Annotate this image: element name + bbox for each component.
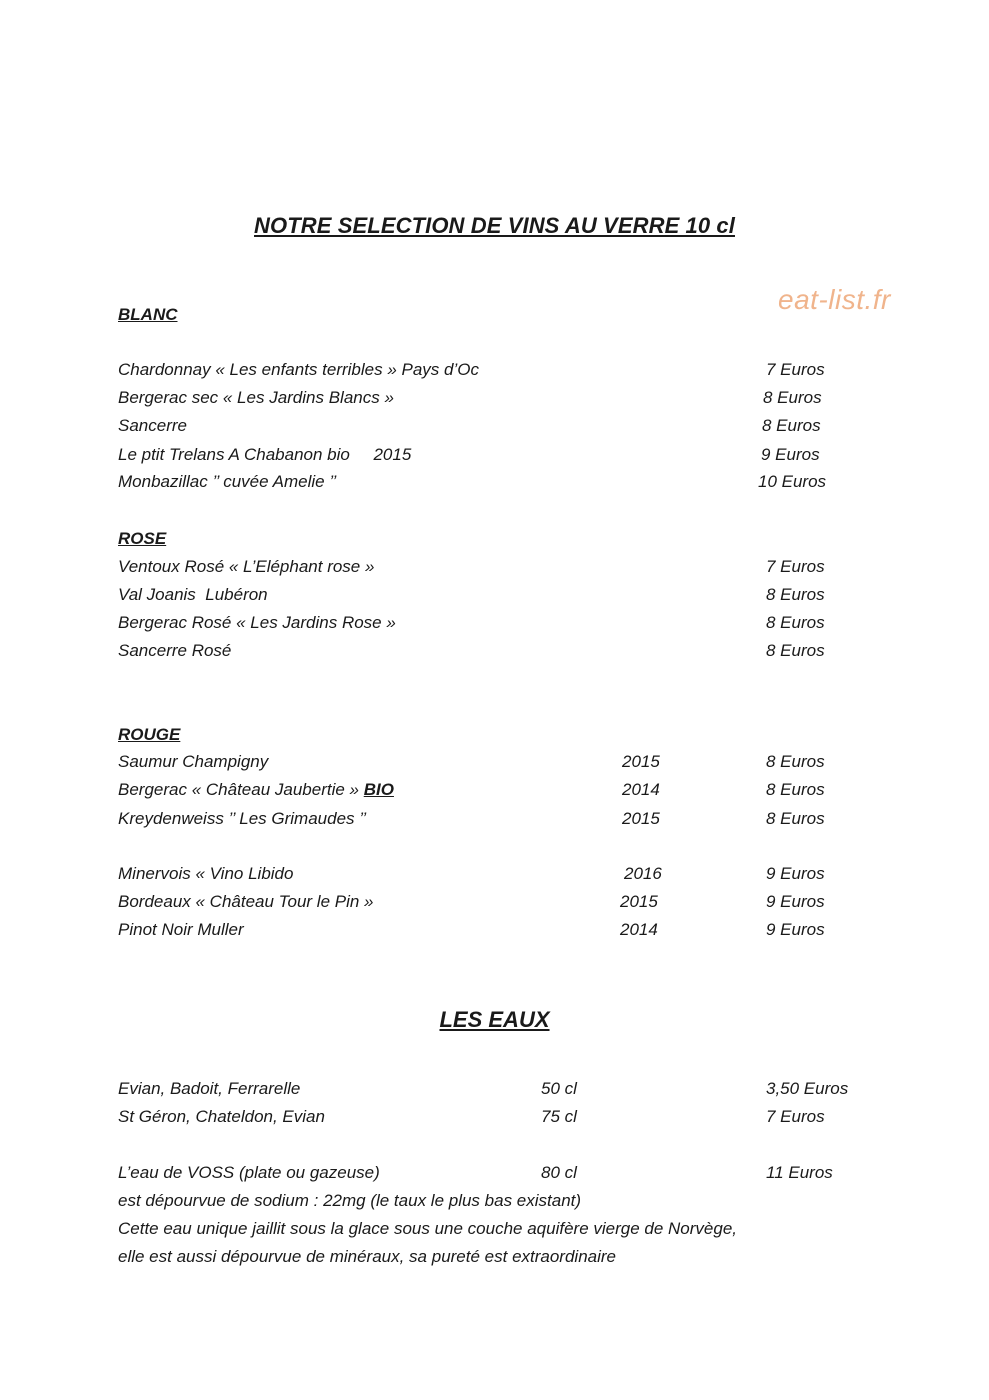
wine-name: Bergerac sec « Les Jardins Blancs »	[118, 388, 394, 407]
section-heading-rouge: ROUGE	[118, 725, 181, 744]
wine-row	[0, 445, 989, 469]
wine-price: 9 Euros	[766, 920, 825, 939]
wine-price: 7 Euros	[766, 360, 825, 379]
wine-row	[0, 613, 989, 637]
water-row	[0, 1079, 989, 1103]
wine-year: 2014	[620, 920, 658, 939]
wine-row	[0, 388, 989, 412]
wine-name: Chardonnay « Les enfants terribles » Pays d’Oc	[118, 360, 479, 379]
wine-row	[0, 360, 989, 384]
wine-price: 8 Euros	[766, 613, 825, 632]
section-heading-rose: ROSE	[118, 529, 167, 548]
bio-badge: BIO	[363, 780, 394, 799]
water-row	[0, 1107, 989, 1131]
water-price: 3,50 Euros	[766, 1079, 849, 1098]
water-row	[0, 1163, 989, 1187]
wine-name: Sancerre Rosé	[118, 641, 232, 660]
wine-row	[0, 780, 989, 804]
wine-name-text: Kreydenweiss ’’ Les Grimaudes ’’	[118, 809, 367, 828]
wine-row	[0, 585, 989, 609]
wine-row	[0, 809, 989, 833]
wine-year: 2015	[622, 752, 660, 771]
wine-name-text: Pinot Noir Muller	[118, 920, 244, 939]
water-name: Evian, Badoit, Ferrarelle	[118, 1079, 301, 1098]
section-heading-eaux: LES EAUX	[439, 1007, 550, 1032]
water-name: L’eau de VOSS (plate ou gazeuse)	[118, 1163, 380, 1182]
wine-name: Le ptit Trelans A Chabanon bio 2015	[118, 445, 412, 464]
wine-price: 8 Euros	[766, 641, 825, 660]
wine-row	[0, 416, 989, 440]
wine-year: 2016	[624, 864, 662, 883]
wine-price: 9 Euros	[766, 892, 825, 911]
wine-name: Val Joanis Lubéron	[118, 585, 268, 604]
wine-name	[118, 920, 244, 940]
wine-row	[0, 472, 989, 496]
wine-name: Monbazillac ’’ cuvée Amelie ’’	[118, 472, 337, 491]
wine-name-text: Saumur Champigny	[118, 752, 269, 771]
wine-name	[118, 780, 394, 800]
wine-year: 2015	[620, 892, 658, 911]
wine-price: 8 Euros	[762, 416, 821, 435]
wine-name-text: Bordeaux « Château Tour le Pin »	[118, 892, 374, 911]
wine-name	[118, 864, 293, 884]
water-note: Cette eau unique jaillit sous la glace sous une couche aquifère vierge de Norvège,	[118, 1219, 738, 1238]
wine-row	[0, 920, 989, 944]
page-title: NOTRE SELECTION DE VINS AU VERRE 10 cl	[254, 213, 735, 238]
wine-row	[0, 557, 989, 581]
water-price: 11 Euros	[766, 1163, 833, 1182]
wine-price: 8 Euros	[766, 585, 825, 604]
wine-row	[0, 752, 989, 776]
water-note: est dépourvue de sodium : 22mg (le taux le plus bas existant)	[118, 1191, 582, 1210]
water-volume: 80 cl	[541, 1163, 577, 1182]
wine-price: 9 Euros	[766, 864, 825, 883]
wine-row	[0, 864, 989, 888]
water-note: elle est aussi dépourvue de minéraux, sa pureté est extraordinaire	[118, 1247, 617, 1266]
wine-name: Bergerac Rosé « Les Jardins Rose »	[118, 613, 396, 632]
wine-name	[118, 809, 366, 829]
water-price: 7 Euros	[766, 1107, 825, 1126]
wine-row	[0, 641, 989, 665]
water-name: St Géron, Chateldon, Evian	[118, 1107, 325, 1126]
wine-year: 2015	[622, 809, 660, 828]
water-volume: 75 cl	[541, 1107, 577, 1126]
wine-row	[0, 892, 989, 916]
wine-price: 8 Euros	[766, 809, 825, 828]
wine-price: 8 Euros	[766, 752, 825, 771]
wine-year: 2014	[622, 780, 660, 799]
wine-name-text: Bergerac « Château Jaubertie »	[118, 780, 364, 799]
water-volume: 50 cl	[541, 1079, 577, 1098]
wine-name	[118, 752, 268, 772]
section-heading-blanc: BLANC	[118, 305, 178, 324]
wine-price: 7 Euros	[766, 557, 825, 576]
wine-price: 8 Euros	[766, 780, 825, 799]
wine-name-text: Minervois « Vino Libido	[118, 864, 294, 883]
wine-price: 8 Euros	[763, 388, 822, 407]
wine-name: Sancerre	[118, 416, 187, 435]
wine-price: 10 Euros	[758, 472, 827, 491]
watermark: eat-list.fr	[778, 284, 891, 315]
wine-price: 9 Euros	[761, 445, 820, 464]
wine-name: Ventoux Rosé « L’Eléphant rose »	[118, 557, 375, 576]
wine-name	[118, 892, 374, 912]
